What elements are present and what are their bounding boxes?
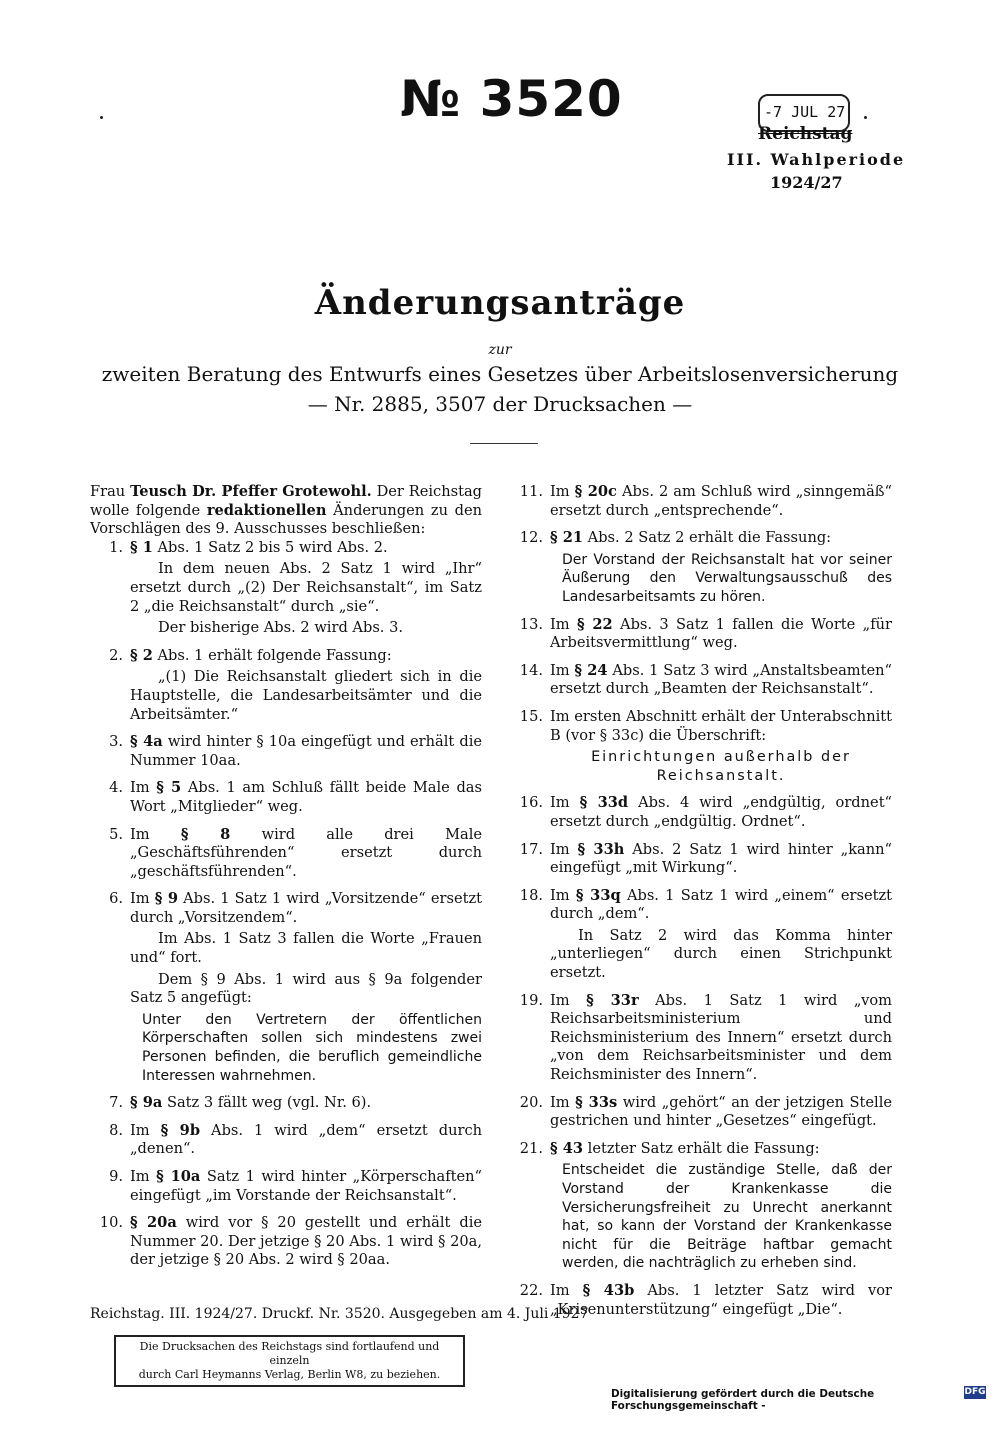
item-extra: Dem § 9 Abs. 1 wird aus § 9a folgender Satz 5 angefügt: [130, 970, 482, 1007]
item-prefix: Im [550, 1093, 570, 1111]
amendment-item [90, 1214, 482, 1270]
item-extra: Der bisherige Abs. 2 wird Abs. 3. [158, 619, 404, 637]
document-number: № 3520 [400, 70, 623, 128]
amendment-item [90, 890, 482, 1085]
paragraph-ref: § 9b [160, 1121, 201, 1139]
item-prefix: Im [550, 794, 570, 812]
item-number: 1. [109, 538, 123, 556]
item-number: 19. [519, 991, 543, 1009]
amendment-item [510, 841, 892, 878]
document-title: Änderungsanträge [314, 283, 686, 323]
amendment-item [90, 733, 482, 770]
amendment-item [510, 992, 892, 1085]
amendment-item [510, 887, 892, 983]
intro-names: Teusch Dr. Pfeffer Grotewohl. [130, 483, 372, 500]
publication-footer: Reichstag. III. 1924/27. Druckf. Nr. 3520. Ausgegeben am 4. Juli 1927 [90, 1306, 589, 1322]
digitization-credit: Digitalisierung gefördert durch die Deutsche Forschungsgemeinschaft - [611, 1388, 875, 1412]
amendment-item [90, 539, 482, 638]
amendment-item [510, 708, 892, 785]
stamp-date: -7 JUL 27 [764, 103, 846, 121]
title-preposition: zur [488, 342, 512, 358]
item-text: Abs. 1 Satz 1 wird „einem“ ersetzt durch „dem“. [550, 886, 893, 923]
paragraph-ref: § 43 [550, 1139, 584, 1157]
item-text: wird vor § 20 gestellt und erhält die Nummer 20. Der jetzige § 20 Abs. 1 wird § 20a, der jetzige § 20 Abs. 2 wird § 20aa. [130, 1214, 482, 1269]
item-number: 14. [519, 661, 543, 679]
intro-text-a: Der Reichstag wolle folgende [90, 483, 483, 519]
item-prefix: Im [130, 890, 150, 908]
paragraph-ref: § 24 [574, 661, 608, 679]
electoral-period: III. Wahlperiode [727, 150, 906, 169]
item-number: 18. [519, 886, 543, 904]
item-text: Abs. 1 am Schluß fällt beide Male das Wort „Mitglieder“ weg. [130, 779, 482, 815]
item-prefix: Im [550, 1281, 570, 1299]
intro-prefix: Frau [90, 483, 126, 500]
item-number: 21. [519, 1139, 543, 1157]
dfg-logo: DFG [964, 1387, 986, 1397]
paragraph-ref: § 33d [579, 794, 629, 812]
paragraph-ref: § 21 [550, 529, 584, 547]
item-number: 9. [109, 1168, 123, 1185]
amendment-item [510, 529, 892, 606]
right-column [510, 483, 892, 1328]
intro-paragraph [90, 483, 482, 539]
title-divider [470, 443, 538, 444]
item-text: letzter Satz erhält die Fassung: [587, 1139, 820, 1157]
item-text: Im ersten Abschnitt erhält der Unterabschnitt B (vor § 33c) die Überschrift: [550, 707, 892, 744]
distribution-notice [114, 1335, 465, 1387]
subsection-heading: Einrichtungen außerhalb der Reichsanstalt. [591, 749, 851, 784]
amendment-item [90, 779, 482, 816]
margin-dot [864, 116, 867, 119]
item-number: 15. [519, 707, 543, 725]
item-text: Abs. 2 Satz 1 wird hinter „kann“ eingefügt „mit Wirkung“. [550, 840, 893, 877]
item-text: Abs. 1 Satz 3 wird „Anstaltsbeamten“ ersetzt durch „Beamten der Reichsanstalt“. [550, 661, 892, 698]
item-number: 5. [109, 825, 123, 843]
item-prefix: Im [550, 991, 570, 1009]
paragraph-ref: § 22 [576, 615, 613, 633]
item-text: Abs. 1 Satz 2 bis 5 wird Abs. 2. [157, 538, 388, 556]
item-text: Abs. 1 letzter Satz wird vor „Krisenunterstützung“ eingefügt „Die“. [550, 1281, 893, 1318]
amendment-item [510, 483, 892, 520]
item-number: 11. [519, 483, 543, 500]
paragraph-ref: § 9 [154, 890, 179, 908]
item-prefix: Im [130, 1168, 150, 1185]
item-text: Satz 3 fällt weg (vgl. Nr. 6). [166, 1094, 372, 1112]
paragraph-ref: § 33h [577, 840, 625, 858]
item-prefix: Im [550, 661, 570, 679]
item-number: 17. [519, 840, 543, 858]
item-text: Abs. 4 wird „endgültig, ordnet“ ersetzt durch „endgültig. Ordnet“. [550, 794, 893, 830]
paragraph-ref: § 2 [130, 646, 153, 664]
item-text: Abs. 1 Satz 1 wird „vom Reichsarbeitsministerium und Reichsministerium des Innern“ ersetzt durch „von dem Reichsarbeitsminister und dem Reichsminister des Innern“. [550, 991, 893, 1084]
amendment-item [510, 616, 892, 653]
item-text: Abs. 1 erhält folgende Fassung: [157, 646, 392, 664]
amendment-item [90, 1094, 482, 1113]
electoral-period-years: 1924/27 [770, 173, 843, 192]
paragraph-ref: § 10a [156, 1168, 201, 1185]
left-column [90, 483, 482, 1279]
margin-dot [100, 116, 103, 119]
item-prefix: Im [130, 779, 150, 797]
amendment-item [90, 1122, 482, 1159]
item-extra: „(1) Die Reichsanstalt gliedert sich in die Hauptstelle, die Landesarbeitsämter und die Arbeitsämter.“ [130, 668, 482, 723]
item-prefix: Im [130, 1121, 150, 1139]
notice-line-2: durch Carl Heymanns Verlag, Berlin W8, zu beziehen. [138, 1368, 441, 1381]
item-text: Abs. 1 Satz 1 wird „Vorsitzende“ ersetzt durch „Vorsitzendem“. [130, 890, 483, 926]
paragraph-ref: § 4a [130, 733, 163, 751]
amendment-item [90, 1168, 482, 1205]
item-number: 7. [109, 1094, 123, 1112]
amendment-item [510, 662, 892, 699]
item-prefix: Im [550, 886, 570, 904]
item-text: Abs. 3 Satz 1 fallen die Worte „für Arbeitsvermittlung“ weg. [550, 615, 892, 652]
paragraph-ref: § 8 [180, 825, 231, 843]
paragraph-ref: § 43b [582, 1281, 635, 1299]
item-number: 13. [519, 615, 543, 633]
subtitle-line-2: — Nr. 2885, 3507 der Drucksachen — [307, 392, 693, 416]
item-extra: In dem neuen Abs. 2 Satz 1 wird „Ihr“ ersetzt durch „(2) Der Reichsanstalt“, im Satz 2 „die Reichsanstalt“ durch „sie“. [130, 560, 482, 615]
amendment-item [510, 1140, 892, 1273]
item-text: Satz 1 wird hinter „Körperschaften“ eingefügt „im Vorstande der Reichsanstalt“. [130, 1168, 482, 1204]
intro-bold-word: redaktionellen [206, 501, 327, 519]
item-prefix: Im [550, 483, 570, 500]
paragraph-ref: § 33r [586, 991, 639, 1009]
amendment-item [90, 647, 482, 724]
item-prefix: Im [550, 840, 570, 858]
item-number: 4. [109, 779, 123, 797]
item-text: wird hinter § 10a eingefügt und erhält die Nummer 10aa. [130, 733, 482, 769]
item-quote: Entscheidet die zuständige Stelle, daß der Vorstand der Krankenkasse die Versicherungsfreiheit zu Unrecht anerkannt hat, so kann der Vorstand der Krankenkasse nicht für die Beiträge haftbar gemacht werden, die nachträglich zu erheben sind. [562, 1162, 892, 1272]
item-number: 10. [99, 1214, 123, 1232]
item-number: 20. [519, 1093, 543, 1111]
paragraph-ref: § 1 [130, 538, 153, 556]
item-number: 16. [519, 794, 543, 812]
item-quote: Unter den Vertretern der öffentlichen Körperschaften sollen sich mindestens zwei Personen befinden, die beruflich gemeindliche Interessen wahrnehmen. [142, 1011, 482, 1084]
subtitle-line-1: zweiten Beratung des Entwurfs eines Gesetzes über Arbeitslosenversicherung [101, 362, 899, 386]
item-text: wird alle drei Male „Geschäftsführenden“ ersetzt durch „geschäftsführenden“. [130, 825, 483, 880]
item-text: Abs. 2 am Schluß wird „sinngemäß“ ersetzt durch „entsprechende“. [550, 483, 893, 519]
amendment-item [510, 794, 892, 831]
amendment-item [90, 826, 482, 882]
item-prefix: Im [130, 825, 150, 843]
item-number: 3. [109, 733, 123, 751]
item-extra: In Satz 2 wird das Komma hinter „unterliegen“ durch einen Strichpunkt ersetzt. [550, 926, 892, 982]
notice-line-1: Die Drucksachen des Reichstags sind fortlaufend und einzeln [139, 1340, 440, 1367]
item-number: 2. [109, 646, 123, 664]
paragraph-ref: § 20a [130, 1214, 177, 1232]
item-number: 8. [109, 1121, 123, 1139]
item-number: 22. [519, 1281, 543, 1299]
item-text: Abs. 1 wird „dem“ ersetzt durch „denen“. [130, 1121, 483, 1158]
paragraph-ref: § 20c [574, 483, 617, 500]
paragraph-ref: § 33s [575, 1093, 618, 1111]
item-extra: Im Abs. 1 Satz 3 fallen die Worte „Frauen und“ fort. [130, 930, 482, 967]
paragraph-ref: § 9a [130, 1094, 163, 1112]
item-number: 6. [109, 890, 123, 908]
item-quote: Der Vorstand der Reichsanstalt hat vor seiner Äußerung den Verwaltungsausschuß des Landesarbeitsamts zu hören. [562, 551, 892, 605]
paragraph-ref: § 5 [156, 779, 182, 797]
item-text: wird „gehört“ an der jetzigen Stelle gestrichen und hinter „Gesetzes“ eingefügt. [550, 1093, 892, 1130]
item-text: Abs. 2 Satz 2 erhält die Fassung: [587, 529, 832, 547]
item-number: 12. [519, 529, 543, 547]
institution-name: Reichstag [758, 124, 853, 144]
item-prefix: Im [550, 615, 570, 633]
intro-text-b: Änderungen zu den Vorschlägen des 9. Ausschusses beschließen: [90, 501, 483, 538]
amendment-item [510, 1094, 892, 1131]
paragraph-ref: § 33q [575, 886, 621, 904]
